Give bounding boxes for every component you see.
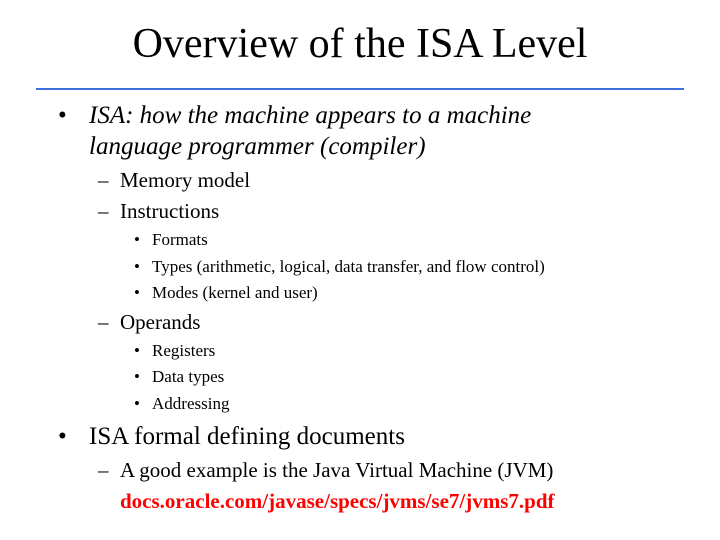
sub-sub-bullet-marker: • xyxy=(134,341,140,360)
sub-sub-bullet-text: Data types xyxy=(152,367,225,386)
sub-bullet-text: Instructions xyxy=(120,199,220,223)
jvm-spec-link[interactable]: docs.oracle.com/javase/specs/jvms/se7/jvms7.pdf xyxy=(120,489,555,513)
sub-bullet-marker: – xyxy=(98,310,109,334)
sub-sub-bullet-marker: • xyxy=(134,230,140,249)
sub-sub-bullet-marker: • xyxy=(134,257,140,276)
sub-sub-bullet-text: Registers xyxy=(152,341,216,360)
sub-sub-bullet-text: Formats xyxy=(152,230,208,249)
sub-bullet-marker: – xyxy=(98,199,109,223)
sub-bullet-text: A good example is the Java Virtual Machine (JVM) xyxy=(120,458,554,482)
bullet-text-continued: language programmer (compiler) xyxy=(89,133,426,160)
sub-sub-bullet-marker: • xyxy=(134,367,140,386)
bullet-marker: • xyxy=(58,102,67,129)
title-divider xyxy=(36,88,684,90)
sub-sub-bullet-text: Addressing xyxy=(152,394,230,413)
sub-sub-bullet-marker: • xyxy=(134,283,140,302)
sub-sub-bullet-text: Types (arithmetic, logical, data transfer, and flow control) xyxy=(152,257,545,276)
sub-sub-bullet-marker: • xyxy=(134,394,140,413)
slide-title: Overview of the ISA Level xyxy=(132,21,588,67)
bullet-marker: • xyxy=(58,423,67,450)
sub-bullet-text: Operands xyxy=(120,310,201,334)
sub-bullet-marker: – xyxy=(98,458,109,482)
sub-bullet-text: Memory model xyxy=(120,168,251,192)
bullet-text: ISA: how the machine appears to a machine xyxy=(89,102,532,129)
sub-bullet-marker: – xyxy=(98,168,109,192)
bullet-text: ISA formal defining documents xyxy=(89,423,405,450)
sub-sub-bullet-text: Modes (kernel and user) xyxy=(152,283,318,302)
